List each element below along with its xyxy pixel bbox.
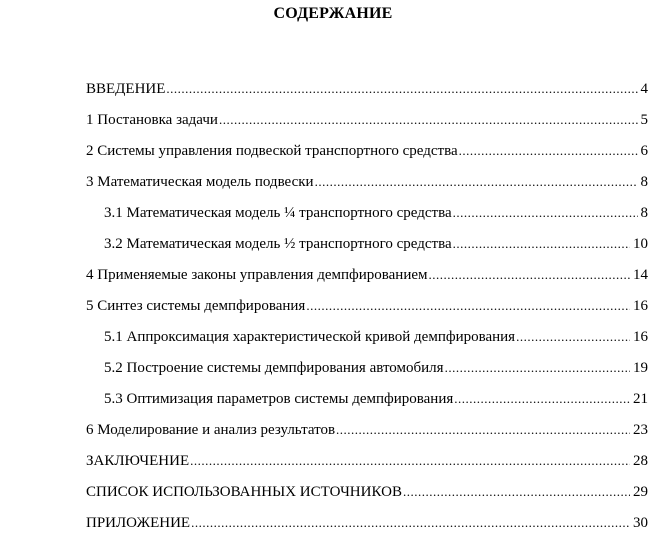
toc-entry-page: 8 bbox=[640, 174, 648, 190]
toc-entry-label: 5.3 Оптимизация параметров системы демпфирования bbox=[104, 391, 454, 407]
toc-entry-page: 5 bbox=[640, 112, 648, 128]
toc-entry-label: 4 Применяемые законы управления демпфированием bbox=[86, 267, 428, 283]
dot-leader bbox=[191, 514, 630, 532]
toc-entry-page: 30 bbox=[633, 515, 648, 531]
toc-entry-half-model[interactable] bbox=[104, 235, 648, 253]
dot-leader bbox=[454, 390, 630, 408]
toc-entry-modeling-results[interactable] bbox=[86, 421, 648, 439]
dot-leader bbox=[445, 359, 630, 377]
toc-entry-label: ВВЕДЕНИЕ bbox=[86, 81, 166, 97]
toc-entry-label: ЗАКЛЮЧЕНИЕ bbox=[86, 453, 190, 469]
toc-entry-math-model[interactable] bbox=[86, 173, 648, 191]
toc-entry-damping-synthesis[interactable] bbox=[86, 297, 648, 315]
toc-entry-parameter-optimization[interactable] bbox=[104, 390, 648, 408]
toc-entry-label: 6 Моделирование и анализ результатов bbox=[86, 422, 336, 438]
dot-leader bbox=[516, 328, 630, 346]
toc-entry-references[interactable] bbox=[86, 483, 648, 501]
toc-entry-label: 3.2 Математическая модель ½ транспортного средства bbox=[104, 236, 452, 252]
toc-entry-page: 28 bbox=[633, 453, 648, 469]
toc-entry-damping-control-laws[interactable] bbox=[86, 266, 648, 284]
dot-leader bbox=[403, 483, 630, 501]
toc-entry-curve-approximation[interactable] bbox=[104, 328, 648, 346]
toc-entry-label: 5 Синтез системы демпфирования bbox=[86, 298, 306, 314]
toc-entry-suspension-control-systems[interactable] bbox=[86, 142, 648, 160]
toc-entry-page: 21 bbox=[633, 391, 648, 407]
toc-entry-label: 5.2 Построение системы демпфирования автомобиля bbox=[104, 360, 444, 376]
dot-leader bbox=[306, 297, 630, 315]
toc-entry-page: 10 bbox=[633, 236, 648, 252]
toc-entry-page: 23 bbox=[633, 422, 648, 438]
toc-entry-page: 14 bbox=[633, 267, 648, 283]
toc-title: СОДЕРЖАНИЕ bbox=[273, 5, 393, 22]
toc-entry-page: 6 bbox=[640, 143, 648, 159]
toc-entry-page: 16 bbox=[633, 298, 648, 314]
toc-entry-page: 19 bbox=[633, 360, 648, 376]
toc-entry-conclusion[interactable] bbox=[86, 452, 648, 470]
toc-entry-label: 3 Математическая модель подвески bbox=[86, 174, 314, 190]
toc-entry-quarter-model[interactable] bbox=[104, 204, 648, 222]
dot-leader bbox=[190, 452, 630, 470]
toc-entry-label: СПИСОК ИСПОЛЬЗОВАННЫХ ИСТОЧНИКОВ bbox=[86, 484, 402, 500]
dot-leader bbox=[453, 204, 638, 222]
toc-entry-vehicle-damping-system[interactable] bbox=[104, 359, 648, 377]
dot-leader bbox=[336, 421, 630, 439]
dot-leader bbox=[315, 173, 638, 191]
toc-entry-page: 29 bbox=[633, 484, 648, 500]
toc-entry-label: 2 Системы управления подвеской транспортного средства bbox=[86, 143, 458, 159]
toc-entry-page: 16 bbox=[633, 329, 648, 345]
toc-entry-problem-statement[interactable] bbox=[86, 111, 648, 129]
dot-leader bbox=[429, 266, 630, 284]
toc-entry-page: 8 bbox=[640, 205, 648, 221]
toc-entry-introduction[interactable] bbox=[86, 80, 648, 98]
toc-entry-appendix[interactable] bbox=[86, 514, 648, 532]
dot-leader bbox=[459, 142, 638, 160]
toc-entry-label: 1 Постановка задачи bbox=[86, 112, 218, 128]
dot-leader bbox=[166, 80, 637, 98]
toc-entry-page: 4 bbox=[640, 81, 648, 97]
toc-entry-label: 5.1 Аппроксимация характеристической кривой демпфирования bbox=[104, 329, 516, 345]
dot-leader bbox=[219, 111, 638, 129]
toc-entry-label: 3.1 Математическая модель ¼ транспортного средства bbox=[104, 205, 452, 221]
dot-leader bbox=[453, 235, 630, 253]
toc-entry-label: ПРИЛОЖЕНИЕ bbox=[86, 515, 191, 531]
